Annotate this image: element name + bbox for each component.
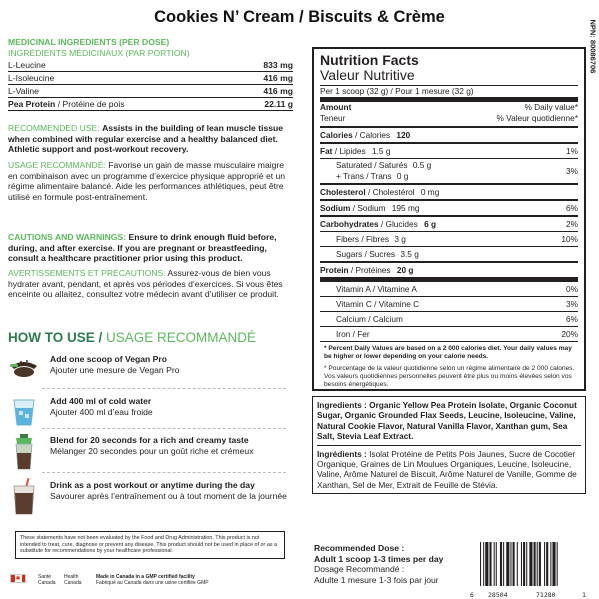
recommended-dose: [314, 543, 443, 585]
nutrient-amount: 0 mg: [420, 187, 440, 197]
ingredient-value: 833 mg: [263, 60, 293, 70]
step-divider: [42, 388, 286, 389]
nutrient-row-fat: Fat / Lipides 1.5 g 1%: [320, 146, 578, 156]
nutrient-dv: 10%: [561, 234, 578, 244]
nutrient-label: Iron: [336, 329, 351, 339]
ingredient-value: 416 mg: [263, 73, 293, 83]
nutrient-label-fr: Glucides: [385, 219, 418, 229]
nutrient-dv: 20%: [561, 329, 578, 339]
nutrient-label: Protein: [320, 265, 349, 275]
nutrient-label-trans: + Trans / Trans: [336, 171, 392, 181]
nutrition-title-fr: Valeur Nutritive: [320, 67, 415, 83]
nutrient-label: Cholesterol: [320, 187, 366, 197]
barcode-bar: [544, 542, 545, 586]
calories-value: 120: [396, 130, 411, 140]
nutrient-amount: 1.5 g: [371, 146, 391, 156]
nutrient-label: Sodium: [320, 203, 351, 213]
nutrient-dv: 0%: [566, 284, 578, 294]
barcode-bar: [537, 542, 538, 586]
amount-label-fr: Teneur: [320, 113, 346, 123]
barcode-bar: [546, 542, 548, 586]
ingredients-box: [312, 396, 586, 494]
nutrient-label-fr: Calcium: [372, 314, 403, 324]
ingredients-en: [317, 400, 581, 442]
dose-text-en: Adult 1 scoop 1-3 times per day: [314, 553, 444, 564]
barcode-bar: [523, 542, 525, 586]
barcode-bar: [539, 542, 541, 586]
nutrient-label-fr: Sodium: [357, 203, 386, 213]
nutrient-row-sodium: Sodium / Sodium 195 mg 6%: [320, 203, 578, 213]
step-text-fr: Ajouter une mesure de Vegan Pro: [50, 365, 180, 375]
barcode-bar: [526, 542, 527, 586]
cautions-fr: [8, 268, 293, 300]
barcode-bar: [552, 542, 555, 586]
nutrient-row-vitamin-a: Vitamin A / Vitamine A 0%: [336, 284, 578, 294]
nutrient-dv: 1%: [566, 146, 578, 156]
nutrient-dv: 2%: [566, 219, 578, 229]
serving-size: Per 1 scoop (32 g) / Pour 1 mesure (32 g): [320, 86, 474, 96]
calories-label-fr: Calories: [359, 130, 391, 140]
barcode-bar: [496, 542, 497, 586]
footnote-en: * Percent Daily Values are based on a 2 000 calories diet. Your daily values may be higher or lower depending on your calorie needs.: [324, 345, 572, 360]
canada-flag-icon: ✱: [10, 574, 26, 583]
ingredients-label-en: Ingredients :: [317, 400, 367, 410]
nutrient-row-cholesterol: Cholesterol / Cholestérol 0 mg: [320, 187, 440, 197]
recommended-use-text-en: Assists in the building of lean muscle tissue when combined with regular exercise and a healthy balanced diet. Athletic support and post-workout recovery.: [8, 123, 284, 155]
recommended-use-en: [8, 123, 293, 155]
footnote-fr-text: Pourcentage de la valeur quotidienne selon un régime alimentaire de 2 000 calories. Vos valeurs quotidiennes personnelles peuvent être plus ou moins élevées selon vos besoins énergétiques.: [324, 365, 575, 388]
how-to-use-heading: [8, 330, 293, 345]
step-text-fr: Savourer après l’entraînement ou à tout moment de la journée: [50, 491, 287, 501]
cautions-en: [8, 232, 293, 264]
nutrient-dv: 3%: [566, 299, 578, 309]
nutrient-amount: 3.5 g: [400, 249, 419, 259]
nutrient-row-saturated: Saturated / Saturés 0.5 g + Trans / Trans 0 g 3%: [336, 160, 578, 181]
step-text-en: Add one scoop of Vegan Pro: [50, 354, 167, 364]
medicinal-ingredients-table: [8, 59, 293, 111]
nutrient-label-fr: Fibres: [365, 234, 390, 244]
barcode-bar: [489, 542, 491, 586]
ingredients-label-fr: Ingrédients :: [317, 448, 367, 459]
barcode-bar: [529, 542, 532, 586]
how-to-use-heading-fr: USAGE RECOMMANDÉ: [106, 330, 257, 345]
barcode-bar: [521, 542, 522, 586]
nutrient-row-carbohydrates: Carbohydrates / Glucides 6 g 2%: [320, 219, 578, 229]
barcode-digit-check: 1: [582, 591, 586, 599]
nutrition-facts-panel: [312, 47, 586, 391]
step-text-en: Add 400 ml of cold water: [50, 396, 152, 406]
nutrient-amount-trans: 0 g: [396, 171, 409, 181]
recommended-use-fr: [8, 160, 293, 202]
medicinal-ingredients-heading: [8, 37, 293, 58]
nutrient-dv: 6%: [566, 203, 578, 213]
nutrition-title-en: Nutrition Facts: [320, 52, 419, 68]
cautions-label-fr: AVERTISSEMENTS ET PRÉCAUTIONS:: [8, 268, 166, 278]
amount-header: [320, 102, 578, 113]
nutrient-dv: 3%: [566, 166, 578, 176]
shaker-icon: [8, 433, 38, 469]
recommended-use-text-fr: Favorise un gain de masse musculaire maigre en combinaison avec un programme d’exercice physique approprié et un régime alimentaire balancé. Aide les performances athlétiques, peut être utilisé en formule post-entraînement.: [8, 160, 286, 202]
nutrient-dv: 6%: [566, 314, 578, 324]
barcode-bar: [485, 542, 488, 586]
ingredient-row: [8, 85, 293, 98]
scoop-icon: [8, 352, 38, 388]
nutrient-label: Carbohydrates: [320, 219, 379, 229]
barcode-bar: [480, 542, 481, 586]
made-in-canada-fr: Fabriqué au Canada dans une usine certifiée GMP: [96, 580, 209, 586]
ingredient-label: L-Leucine: [8, 60, 46, 70]
ingredient-row: [8, 98, 293, 111]
nutrient-label-fr: Vitamine A: [377, 284, 417, 294]
ingredient-row: [8, 59, 293, 72]
barcode-bar: [506, 542, 509, 586]
dose-text-fr: Adulte 1 mesure 1-3 fois par jour: [314, 574, 439, 585]
nutrient-label-fr: Cholestérol: [372, 187, 415, 197]
ingredient-value: 416 mg: [263, 86, 293, 96]
barcode: [470, 542, 590, 599]
ingredient-value: 22.11 g: [264, 99, 293, 109]
nutrient-label: Fibers: [336, 234, 360, 244]
nutrient-row-iron: Iron / Fer 20%: [336, 329, 578, 339]
nutrient-label-fr: Vitamine C: [378, 299, 420, 309]
nutrient-row-fibres: Fibers / Fibres 3 g 10%: [336, 234, 578, 244]
health-canada-fr: Santé Canada: [38, 574, 56, 586]
nutrient-label-fr: Protéines: [355, 265, 391, 275]
barcode-digits-left: 28504: [488, 591, 508, 599]
nutrient-label: Saturated: [336, 160, 372, 170]
ingredients-text-fr: Isolat Protéine de Petits Pois Jaunes, Sucre de Cocotier Organique, Graines de Lin Moulues Organiques, Leucine, Isoleucine, Valine, Arôme Naturel de Biscuit, Arôme Naturel de Vanille, Gomme de Xanthan, Sel de Mer, Extrait de Feuille de Stévia.: [317, 448, 577, 490]
nutrient-label-fr: Fer: [357, 329, 370, 339]
step-text-fr: Ajouter 400 ml d’eau froide: [50, 407, 153, 417]
ingredient-label-fr: Protéine de pois: [62, 99, 125, 109]
ingredient-label: Pea Protein: [8, 99, 56, 109]
product-title: Cookies N’ Cream / Biscuits & Crème: [154, 8, 445, 26]
barcode-digit-lead: 6: [470, 591, 474, 599]
nutrient-amount: 20 g: [396, 265, 414, 275]
medicinal-heading-fr: INGRÉDIENTS MÉDICINAUX (PAR PORTION): [8, 47, 190, 58]
amount-label-en: Amount: [320, 102, 352, 112]
barcode-bar: [500, 542, 502, 586]
health-canada-en: Health Canada: [64, 574, 82, 586]
step-divider: [42, 428, 286, 429]
barcode-bar: [510, 542, 511, 586]
ingredients-text-en: Organic Yellow Pea Protein Isolate, Organic Coconut Sugar, Organic Grounded Flax Seeds, Leucine, Isoleucine, Valine, Natural Cookie Flavor, Natural Vanilla Flavor, Xanthan gum, Sea Salt, Stevia Leaf Extract.: [317, 400, 577, 442]
barcode-bar: [550, 542, 551, 586]
nutrient-amount: 6 g: [424, 219, 437, 229]
barcode-bar: [503, 542, 504, 586]
step-text-en: Drink as a post workout or anytime during the day: [50, 480, 255, 490]
barcode-bar: [517, 542, 518, 586]
cautions-label-en: CAUTIONS AND WARNINGS:: [8, 232, 127, 242]
nutrient-row-vitamin-c: Vitamin C / Vitamine C 3%: [336, 299, 578, 309]
recommended-use-label-en: RECOMMENDED USE:: [8, 123, 100, 133]
nutrient-label: Calcium: [336, 314, 366, 324]
nutrient-amount: 3 g: [394, 234, 406, 244]
water-cup-icon: [8, 394, 38, 430]
nutrient-label-fr: Saturés: [378, 160, 408, 170]
cautions-text-fr: Assurez-vous de bien vous hydrater avant, pendant, et après vos périodes d’exercices. Si vous êtes enceinte ou allaitez, consultez votre médecin avant d’utiliser ce produit.: [8, 268, 283, 300]
fda-disclaimer: These statements have not been evaluated by the Food and Drug Administration. This product is not intended to treat, cure, diagnose or prevent any disease. This product should not be used in place of or as a substitute for recommendations by your healthcare professional.: [15, 531, 285, 559]
step-3: [8, 433, 288, 473]
nutrient-label: Vitamin C: [336, 299, 372, 309]
footnote-fr: * Pourcentage de la valeur quotidienne selon un régime alimentaire de 2 000 calories. Vos valeurs quotidiennes personnelles peuvent être plus ou moins élevées selon vos besoins énergétiques.: [324, 365, 575, 388]
nutrient-label: Vitamin A: [336, 284, 371, 294]
step-divider: [42, 472, 286, 473]
cautions-text-en: Ensure to drink enough fluid before, during, and after exercise. If you are pregnant or breastfeeding, consult a healthcare practitioner prior using this product.: [8, 232, 277, 264]
nutrient-amount: 195 mg: [391, 203, 420, 213]
ingredient-label: L-Isoleucine: [8, 73, 55, 83]
made-in-canada: [96, 574, 286, 586]
nutrient-label-fr: Sucres: [369, 249, 396, 259]
footnote-en-text: Percent Daily Values are based on a 2 000 calories diet. Your daily values may be higher or lower depending on your calorie needs.: [324, 345, 572, 360]
nutrient-label: Sugars: [336, 249, 363, 259]
barcode-bar: [557, 542, 558, 586]
dose-label-fr: Dosage Recommandé :: [314, 564, 405, 574]
barcode-bar: [513, 542, 515, 586]
dv-label-en: % Daily value*: [524, 102, 578, 112]
calories-row: Calories / Calories 120: [320, 130, 411, 140]
step-4: [8, 478, 288, 518]
nutrient-row-calcium: Calcium / Calcium 6%: [336, 314, 578, 324]
nutrient-amount: 0.5 g: [412, 160, 432, 170]
ingredients-fr: [317, 449, 581, 491]
barcode-bars: [470, 542, 590, 586]
step-1: [8, 352, 288, 392]
step-text-fr: Mélanger 20 secondes pour un goût riche et crémeux: [50, 446, 254, 456]
how-to-use-heading-en: HOW TO USE /: [8, 330, 103, 345]
npn-label: [588, 20, 598, 115]
nutrient-label: Fat: [320, 146, 333, 156]
medicinal-heading-en: MEDICINAL INGREDIENTS (PER DOSE): [8, 37, 170, 47]
ingredient-label: L-Valine: [8, 86, 39, 96]
nutrient-label-fr: Lipides: [339, 146, 366, 156]
amount-header-fr: [320, 113, 578, 124]
calories-label: Calories: [320, 130, 353, 140]
ingredient-row: [8, 72, 293, 85]
ingredient-separator: /: [57, 99, 63, 109]
barcode-bar: [483, 542, 484, 586]
barcode-bar: [534, 542, 536, 586]
barcode-bar: [494, 542, 495, 586]
dv-label-fr: % Valeur quotidienne*: [496, 113, 578, 123]
nutrient-row-protein: Protein / Protéines 20 g: [320, 265, 414, 275]
recommended-use-label-fr: USAGE RECOMMANDÉ:: [8, 160, 106, 170]
npn-number: NPN: 80086706: [588, 19, 598, 74]
barcode-digits-right: 71280: [536, 591, 556, 599]
drink-glass-icon: [8, 478, 38, 514]
made-in-canada-en: Made in Canada in a GMP certified facility: [96, 574, 195, 580]
dose-label-en: Recommended Dose :: [314, 543, 405, 553]
step-text-en: Blend for 20 seconds for a rich and creamy taste: [50, 435, 249, 445]
nutrient-row-sugars: Sugars / Sucres 3.5 g: [336, 249, 419, 259]
